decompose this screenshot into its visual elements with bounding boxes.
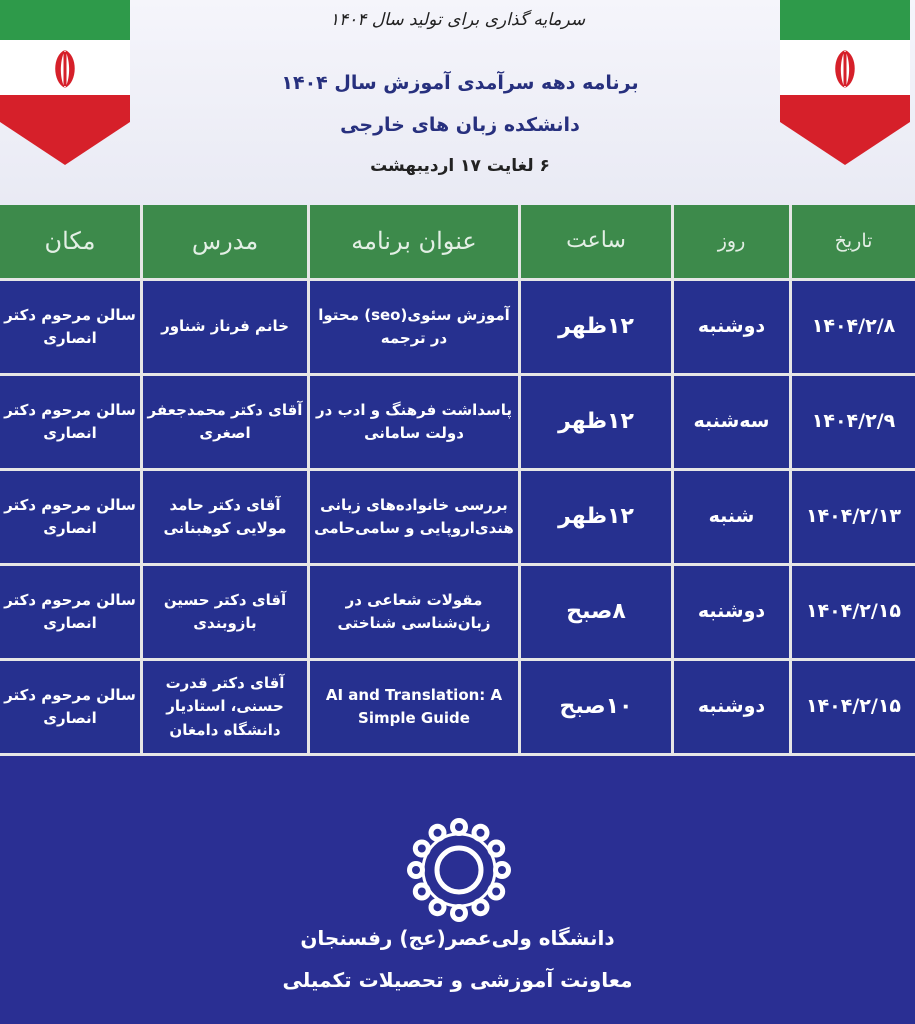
cell-date: ۱۴۰۴/۲/۸: [789, 281, 915, 376]
cell-title: پاسداشت فرهنگ و ادب در دولت سامانی: [307, 376, 518, 471]
cell-teacher: خانم فرناز شناور: [140, 281, 307, 376]
schedule-table: [0, 205, 915, 756]
header-title: عنوان برنامه: [307, 205, 518, 281]
cell-day: دوشنبه: [671, 281, 789, 376]
cell-time: ۸صبح: [518, 566, 671, 661]
header-place: مکان: [0, 205, 140, 281]
table-row: [0, 471, 915, 566]
date-range: ۶ لغایت ۱۷ اردیبهشت: [370, 156, 550, 176]
cell-time: ۱۲ظهر: [518, 376, 671, 471]
cell-place: سالن مرحوم دکتر انصاری: [0, 376, 140, 471]
cell-day: دوشنبه: [671, 566, 789, 661]
header-day: روز: [671, 205, 789, 281]
faculty-name: دانشکده زبان های خارجی: [340, 114, 580, 136]
cell-place: سالن مرحوم دکتر انصاری: [0, 281, 140, 376]
cell-teacher: آقای دکتر حسین بازوبندی: [140, 566, 307, 661]
cell-date: ۱۴۰۴/۲/۹: [789, 376, 915, 471]
cell-date: ۱۴۰۴/۲/۱۳: [789, 471, 915, 566]
poster-header: [0, 0, 915, 205]
cell-teacher: آقای دکتر حامد مولایی کوهبنانی: [140, 471, 307, 566]
cell-day: دوشنبه: [671, 661, 789, 756]
slogan: سرمایه گذاری برای تولید سال ۱۴۰۴: [329, 10, 586, 30]
cell-teacher: آقای دکتر محمدجعفر اصغری: [140, 376, 307, 471]
table-row: [0, 661, 915, 756]
table-header-row: [0, 205, 915, 281]
university-name: دانشگاه ولی‌عصر(عج) رفسنجان: [300, 926, 615, 950]
cell-day: سه‌شنبه: [671, 376, 789, 471]
header-teacher: مدرس: [140, 205, 307, 281]
iran-flag-left: [0, 0, 130, 165]
cell-time: ۱۰صبح: [518, 661, 671, 756]
cell-place: سالن مرحوم دکتر انصاری: [0, 566, 140, 661]
cell-teacher: آقای دکتر قدرت حسنی، استادیار دانشگاه دامغان: [140, 661, 307, 756]
cell-time: ۱۲ظهر: [518, 281, 671, 376]
cell-time: ۱۲ظهر: [518, 471, 671, 566]
page-title: برنامه دهه سرآمدی آموزش سال ۱۴۰۴: [281, 72, 639, 94]
cell-title: مقولات شعاعی در زبان‌شناسی شناختی: [307, 566, 518, 661]
department-name: معاونت آموزشی و تحصیلات تکمیلی: [282, 968, 633, 992]
university-logo-icon: [404, 815, 514, 925]
cell-title: AI and Translation: A Simple Guide: [307, 661, 518, 756]
table-row: [0, 376, 915, 471]
iran-flag-right: [780, 0, 910, 165]
cell-title: آموزش سئوی(seo) محتوا در ترجمه: [307, 281, 518, 376]
cell-date: ۱۴۰۴/۲/۱۵: [789, 661, 915, 756]
table-row: [0, 566, 915, 661]
header-date: تاریخ: [789, 205, 915, 281]
cell-title: بررسی خانواده‌های زبانی هندی‌اروپایی و سامی‌حامی: [307, 471, 518, 566]
cell-place: سالن مرحوم دکتر انصاری: [0, 661, 140, 756]
header-time: ساعت: [518, 205, 671, 281]
cell-day: شنبه: [671, 471, 789, 566]
table-row: [0, 281, 915, 376]
cell-date: ۱۴۰۴/۲/۱۵: [789, 566, 915, 661]
cell-place: سالن مرحوم دکتر انصاری: [0, 471, 140, 566]
